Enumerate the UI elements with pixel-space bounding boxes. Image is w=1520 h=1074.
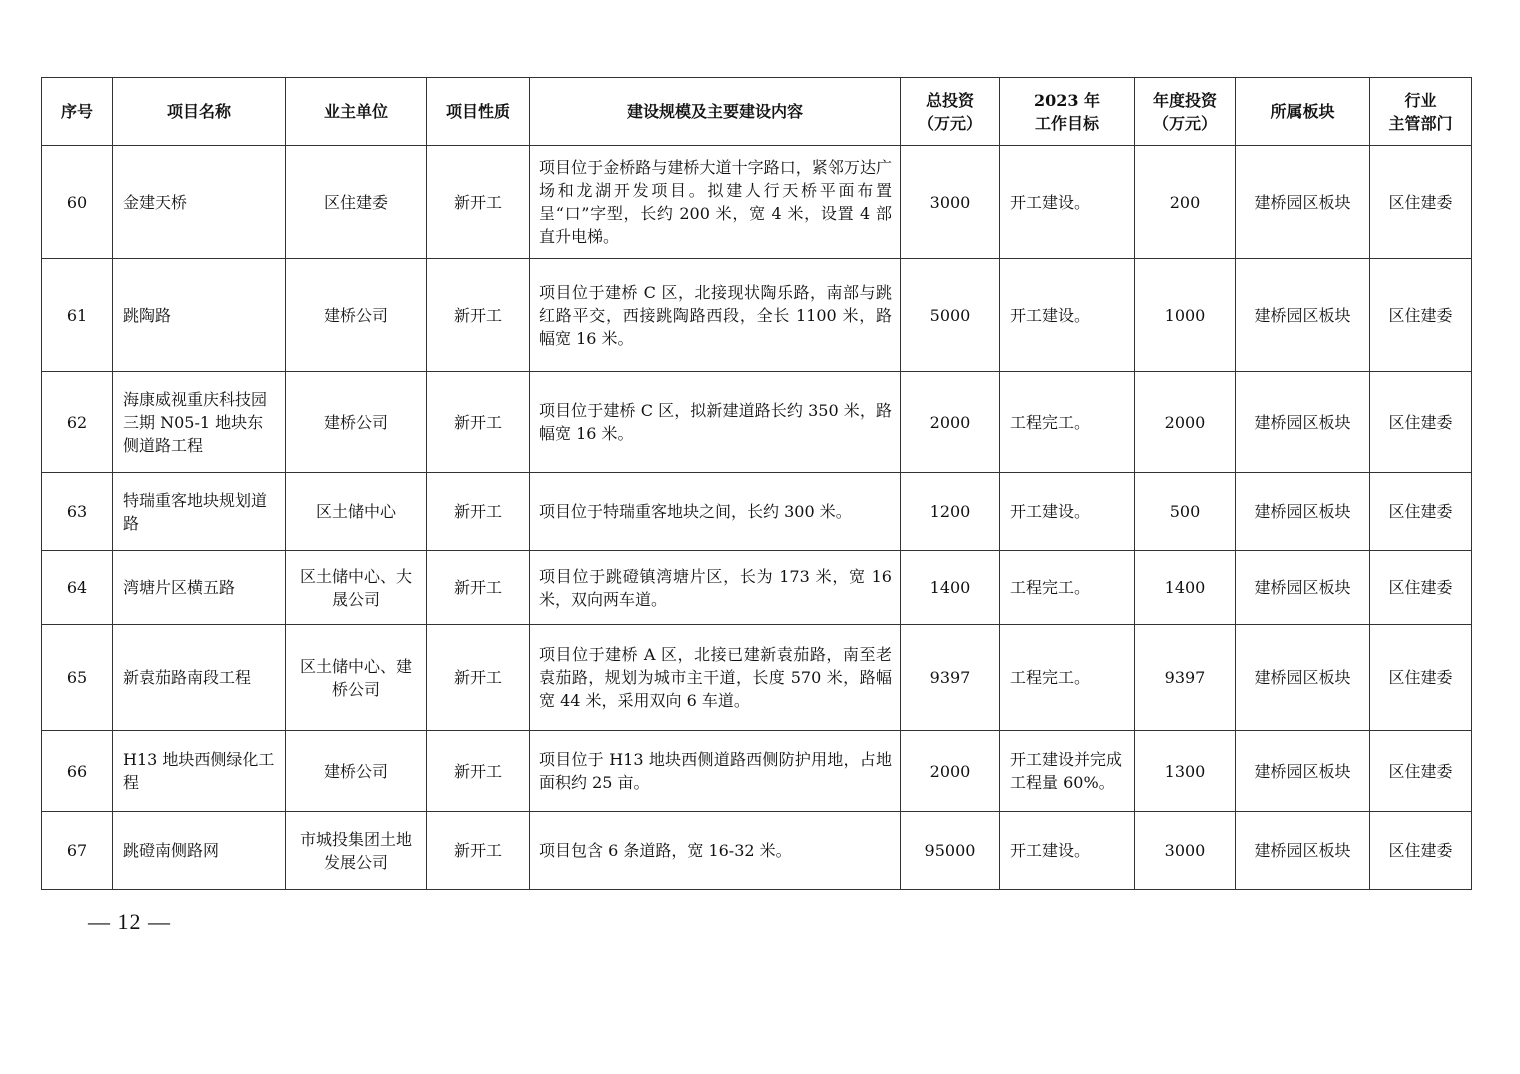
- header-no: 序号: [42, 78, 113, 146]
- cell-goal: 开工建设。: [1000, 146, 1135, 259]
- cell-annual: 3000: [1135, 812, 1236, 890]
- cell-annual: 500: [1135, 473, 1236, 551]
- cell-name: 特瑞重客地块规划道路: [113, 473, 286, 551]
- cell-no: 65: [42, 625, 113, 731]
- table-row: [42, 551, 1472, 625]
- cell-owner: 区土储中心、建桥公司: [286, 625, 427, 731]
- header-total: 总投资 （万元）: [901, 78, 1000, 146]
- cell-total: 3000: [901, 146, 1000, 259]
- cell-nature: 新开工: [427, 146, 530, 259]
- cell-total: 5000: [901, 259, 1000, 372]
- cell-goal: 工程完工。: [1000, 372, 1135, 473]
- cell-annual: 2000: [1135, 372, 1236, 473]
- cell-sector: 建桥园区板块: [1236, 372, 1370, 473]
- table-row: [42, 625, 1472, 731]
- cell-sector: 建桥园区板块: [1236, 551, 1370, 625]
- cell-no: 64: [42, 551, 113, 625]
- header-sector: 所属板块: [1236, 78, 1370, 146]
- cell-nature: 新开工: [427, 812, 530, 890]
- table-row: [42, 259, 1472, 372]
- cell-dept: 区住建委: [1370, 146, 1472, 259]
- table-row: [42, 146, 1472, 259]
- cell-total: 95000: [901, 812, 1000, 890]
- header-goal: 2023 年 工作目标: [1000, 78, 1135, 146]
- cell-no: 66: [42, 731, 113, 812]
- cell-name: 金建天桥: [113, 146, 286, 259]
- cell-annual: 1000: [1135, 259, 1236, 372]
- cell-total: 1200: [901, 473, 1000, 551]
- project-table: [41, 77, 1472, 890]
- cell-dept: 区住建委: [1370, 473, 1472, 551]
- cell-dept: 区住建委: [1370, 812, 1472, 890]
- cell-name: 新袁茄路南段工程: [113, 625, 286, 731]
- header-owner: 业主单位: [286, 78, 427, 146]
- header-name: 项目名称: [113, 78, 286, 146]
- cell-nature: 新开工: [427, 625, 530, 731]
- table-row: [42, 473, 1472, 551]
- cell-owner: 区住建委: [286, 146, 427, 259]
- cell-dept: 区住建委: [1370, 372, 1472, 473]
- header-annual: 年度投资 （万元）: [1135, 78, 1236, 146]
- cell-owner: 建桥公司: [286, 372, 427, 473]
- cell-annual: 1300: [1135, 731, 1236, 812]
- cell-sector: 建桥园区板块: [1236, 625, 1370, 731]
- cell-name: 跳陶路: [113, 259, 286, 372]
- cell-goal: 开工建设。: [1000, 259, 1135, 372]
- cell-sector: 建桥园区板块: [1236, 146, 1370, 259]
- header-dept: 行业 主管部门: [1370, 78, 1472, 146]
- cell-owner: 区土储中心、大晟公司: [286, 551, 427, 625]
- cell-annual: 1400: [1135, 551, 1236, 625]
- cell-content: 项目位于 H13 地块西侧道路西侧防护用地，占地面积约 25 亩。: [530, 731, 901, 812]
- cell-annual: 9397: [1135, 625, 1236, 731]
- cell-total: 9397: [901, 625, 1000, 731]
- cell-content: 项目位于金桥路与建桥大道十字路口，紧邻万达广场和龙湖开发项目。拟建人行天桥平面布置呈“口”字型，长约 200 米，宽 4 米，设置 4 部直升电梯。: [530, 146, 901, 259]
- cell-no: 67: [42, 812, 113, 890]
- table-header-row: [42, 78, 1472, 146]
- cell-content: 项目位于建桥 C 区，北接现状陶乐路，南部与跳红路平交，西接跳陶路西段，全长 1100 米，路幅宽 16 米。: [530, 259, 901, 372]
- cell-nature: 新开工: [427, 473, 530, 551]
- cell-sector: 建桥园区板块: [1236, 812, 1370, 890]
- cell-name: 海康威视重庆科技园三期 N05-1 地块东侧道路工程: [113, 372, 286, 473]
- header-content: 建设规模及主要建设内容: [530, 78, 901, 146]
- table-row: [42, 372, 1472, 473]
- cell-content: 项目包含 6 条道路，宽 16-32 米。: [530, 812, 901, 890]
- cell-dept: 区住建委: [1370, 259, 1472, 372]
- cell-dept: 区住建委: [1370, 731, 1472, 812]
- cell-content: 项目位于跳磴镇湾塘片区，长为 173 米，宽 16 米，双向两车道。: [530, 551, 901, 625]
- cell-name: 跳磴南侧路网: [113, 812, 286, 890]
- cell-owner: 建桥公司: [286, 259, 427, 372]
- table-row: [42, 731, 1472, 812]
- cell-no: 60: [42, 146, 113, 259]
- cell-name: 湾塘片区横五路: [113, 551, 286, 625]
- cell-goal: 工程完工。: [1000, 625, 1135, 731]
- cell-owner: 建桥公司: [286, 731, 427, 812]
- cell-nature: 新开工: [427, 551, 530, 625]
- cell-total: 1400: [901, 551, 1000, 625]
- cell-no: 61: [42, 259, 113, 372]
- cell-no: 62: [42, 372, 113, 473]
- cell-no: 63: [42, 473, 113, 551]
- page-number: — 12 —: [88, 909, 171, 934]
- cell-content: 项目位于建桥 A 区，北接已建新袁茄路，南至老袁茄路，规划为城市主干道，长度 570 米，路幅宽 44 米，采用双向 6 车道。: [530, 625, 901, 731]
- cell-dept: 区住建委: [1370, 625, 1472, 731]
- cell-owner: 市城投集团土地发展公司: [286, 812, 427, 890]
- cell-sector: 建桥园区板块: [1236, 731, 1370, 812]
- cell-total: 2000: [901, 372, 1000, 473]
- cell-content: 项目位于建桥 C 区，拟新建道路长约 350 米，路幅宽 16 米。: [530, 372, 901, 473]
- cell-sector: 建桥园区板块: [1236, 473, 1370, 551]
- cell-goal: 开工建设并完成工程量 60%。: [1000, 731, 1135, 812]
- cell-goal: 工程完工。: [1000, 551, 1135, 625]
- cell-owner: 区土储中心: [286, 473, 427, 551]
- cell-nature: 新开工: [427, 372, 530, 473]
- cell-name: H13 地块西侧绿化工程: [113, 731, 286, 812]
- cell-goal: 开工建设。: [1000, 473, 1135, 551]
- cell-nature: 新开工: [427, 259, 530, 372]
- cell-dept: 区住建委: [1370, 551, 1472, 625]
- cell-annual: 200: [1135, 146, 1236, 259]
- cell-nature: 新开工: [427, 731, 530, 812]
- cell-sector: 建桥园区板块: [1236, 259, 1370, 372]
- cell-content: 项目位于特瑞重客地块之间，长约 300 米。: [530, 473, 901, 551]
- cell-goal: 开工建设。: [1000, 812, 1135, 890]
- cell-total: 2000: [901, 731, 1000, 812]
- header-nature: 项目性质: [427, 78, 530, 146]
- table-row: [42, 812, 1472, 890]
